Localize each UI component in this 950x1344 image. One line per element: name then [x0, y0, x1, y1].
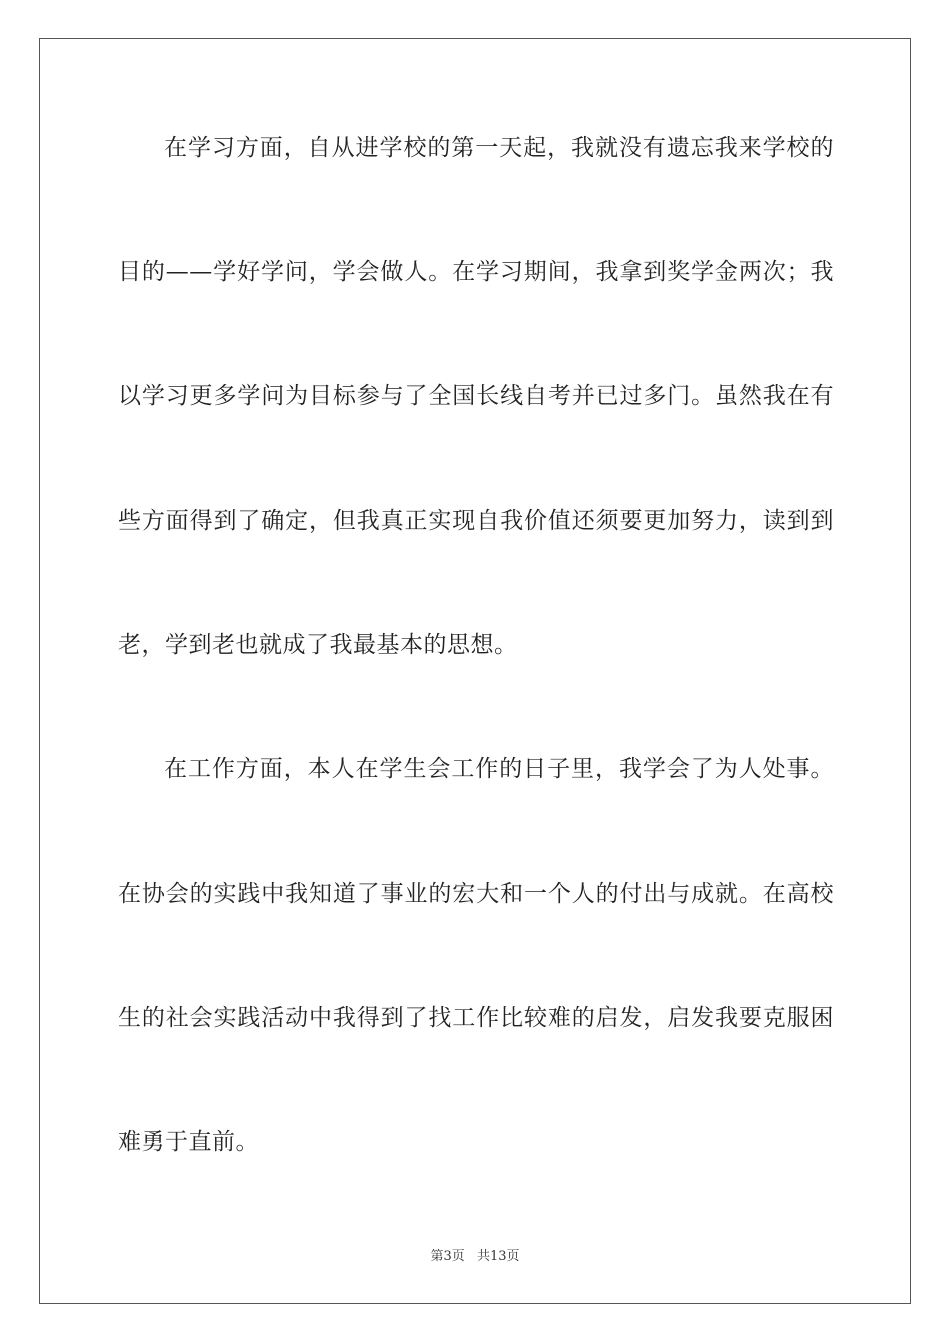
paragraph-2-line-3: 生的社会实践活动中我得到了找工作比较难的启发，启发我要克服困	[118, 1005, 834, 1031]
paragraph-2-line-2: 在协会的实践中我知道了事业的宏大和一个人的付出与成就。在高校	[118, 881, 834, 907]
paragraph-1-line-4: 些方面得到了确定，但我真正实现自我价值还须要更加努力，读到到	[118, 508, 834, 534]
paragraph-1-line-2: 目的——学好学问，学会做人。在学习期间，我拿到奖学金两次；我	[118, 259, 834, 285]
page-total: 共13页	[476, 1249, 520, 1264]
paragraph-1-line-1: 在学习方面，自从进学校的第一天起，我就没有遗忘我来学校的	[164, 135, 834, 161]
page-number: 第3页	[430, 1249, 465, 1264]
paragraph-1-line-3: 以学习更多学问为目标参与了全国长线自考并已过多门。虽然我在有	[118, 383, 834, 409]
paragraph-1-line-5: 老，学到老也就成了我最基本的思想。	[118, 632, 518, 658]
paragraph-2-line-4: 难勇于直前。	[118, 1129, 259, 1155]
page-border	[39, 38, 911, 1304]
page-footer	[0, 1248, 950, 1266]
paragraph-2-line-1: 在工作方面，本人在学生会工作的日子里，我学会了为人处事。	[164, 756, 834, 782]
